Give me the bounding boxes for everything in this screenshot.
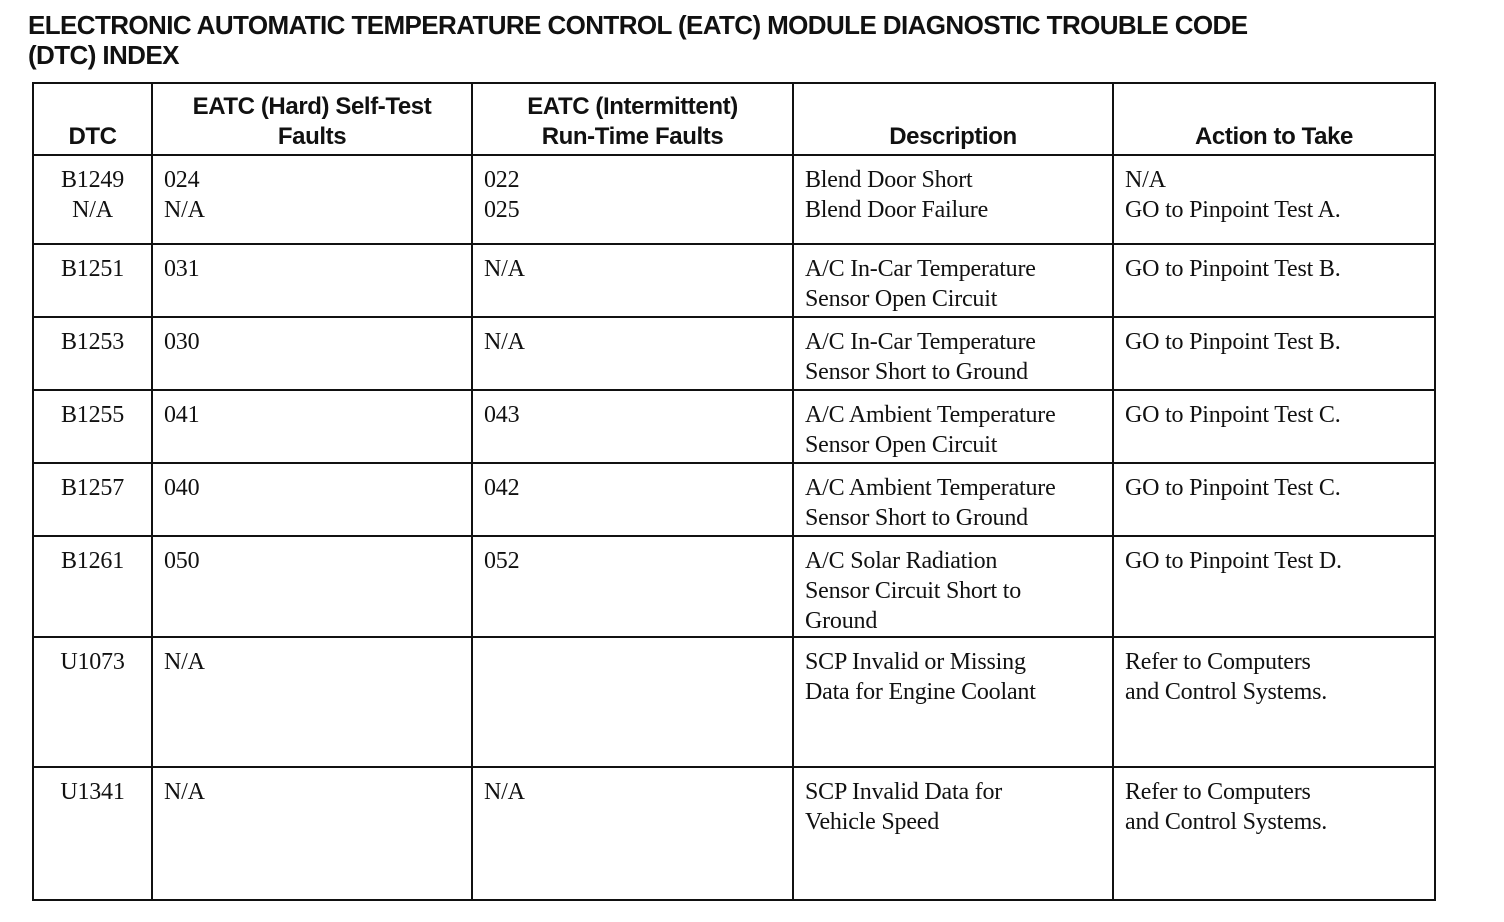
dtc-cell <box>33 463 152 536</box>
description-cell <box>793 155 1113 244</box>
run-time-code: N/A <box>484 329 525 355</box>
description-text: Sensor Circuit Short to <box>805 578 1022 604</box>
dtc-cell <box>33 317 152 390</box>
dtc-code: B1251 <box>60 256 124 282</box>
dtc-cell <box>33 536 152 637</box>
table-row <box>33 536 1435 637</box>
table-row <box>33 244 1435 317</box>
description-cell <box>793 767 1113 900</box>
header-description <box>793 83 1113 155</box>
action-text: GO to Pinpoint Test A. <box>1125 197 1341 223</box>
description-text: Vehicle Speed <box>805 809 940 835</box>
action-cell <box>1113 244 1435 317</box>
run-time-cell <box>472 463 793 536</box>
action-cell <box>1113 317 1435 390</box>
action-text: GO to Pinpoint Test B. <box>1125 329 1341 355</box>
description-cell <box>793 244 1113 317</box>
action-text: GO to Pinpoint Test C. <box>1125 475 1341 501</box>
description-cell <box>793 637 1113 767</box>
dtc-code: B1261 <box>60 548 124 574</box>
header-run-time-faults <box>472 83 793 155</box>
table-row <box>33 317 1435 390</box>
dtc-cell <box>33 390 152 463</box>
description-text: Sensor Short to Ground <box>805 359 1028 385</box>
header-run-time-line-1: EATC (Intermittent) <box>527 93 738 120</box>
description-text: Sensor Short to Ground <box>805 505 1028 531</box>
header-action-label: Action to Take <box>1195 123 1353 150</box>
self-test-code: 030 <box>164 329 200 355</box>
header-self-test-line-1: EATC (Hard) Self-Test <box>192 93 432 120</box>
description-text: SCP Invalid or Missing <box>805 649 1026 675</box>
table-row <box>33 390 1435 463</box>
description-text: A/C In-Car Temperature <box>805 329 1036 355</box>
title-line-2: (DTC) INDEX <box>28 40 179 70</box>
run-time-cell <box>472 536 793 637</box>
action-text: GO to Pinpoint Test B. <box>1125 256 1341 282</box>
description-text: A/C Ambient Temperature <box>805 475 1056 501</box>
self-test-cell <box>152 155 472 244</box>
description-text: A/C Ambient Temperature <box>805 402 1056 428</box>
action-cell <box>1113 536 1435 637</box>
action-text: and Control Systems. <box>1125 679 1328 705</box>
self-test-code: N/A <box>164 197 205 223</box>
header-dtc <box>33 83 152 155</box>
run-time-code: 042 <box>484 475 520 501</box>
self-test-code: N/A <box>164 649 205 675</box>
run-time-cell <box>472 317 793 390</box>
run-time-cell <box>472 244 793 317</box>
action-text: and Control Systems. <box>1125 809 1328 835</box>
description-cell <box>793 317 1113 390</box>
dtc-code: U1341 <box>60 779 125 805</box>
self-test-cell <box>152 244 472 317</box>
dtc-code: B1253 <box>60 329 124 355</box>
title-line-1: ELECTRONIC AUTOMATIC TEMPERATURE CONTROL (EATC) MODULE DIAGNOSTIC TROUBLE CODE <box>28 10 1248 40</box>
run-time-code: 052 <box>484 548 520 574</box>
header-self-test-line-2: Faults <box>277 123 347 150</box>
description-text: Ground <box>805 608 878 634</box>
run-time-code: 025 <box>484 197 520 223</box>
run-time-cell <box>472 155 793 244</box>
header-self-test-faults <box>152 83 472 155</box>
action-text: Refer to Computers <box>1125 779 1311 805</box>
run-time-code: 022 <box>484 167 520 193</box>
action-text: GO to Pinpoint Test C. <box>1125 402 1341 428</box>
action-cell <box>1113 155 1435 244</box>
dtc-code: N/A <box>72 197 113 223</box>
self-test-cell <box>152 463 472 536</box>
dtc-cell <box>33 767 152 900</box>
dtc-cell <box>33 637 152 767</box>
table-row <box>33 767 1435 900</box>
page-title <box>28 10 1468 70</box>
description-text: SCP Invalid Data for <box>805 779 1003 805</box>
description-text: A/C In-Car Temperature <box>805 256 1036 282</box>
self-test-code: 041 <box>164 402 200 428</box>
self-test-code: 024 <box>164 167 200 193</box>
run-time-cell <box>472 767 793 900</box>
description-text: Blend Door Failure <box>805 197 989 223</box>
self-test-code: N/A <box>164 779 205 805</box>
self-test-cell <box>152 536 472 637</box>
run-time-cell <box>472 390 793 463</box>
table-row <box>33 637 1435 767</box>
action-cell <box>1113 390 1435 463</box>
description-cell <box>793 390 1113 463</box>
self-test-code: 040 <box>164 475 200 501</box>
description-text: Data for Engine Coolant <box>805 679 1036 705</box>
header-action <box>1113 83 1435 155</box>
header-dtc-label: DTC <box>68 123 117 150</box>
self-test-code: 050 <box>164 548 200 574</box>
action-text: N/A <box>1125 167 1166 193</box>
description-text: Sensor Open Circuit <box>805 286 998 312</box>
self-test-cell <box>152 390 472 463</box>
action-text: Refer to Computers <box>1125 649 1311 675</box>
table-row <box>33 463 1435 536</box>
table-row <box>33 155 1435 244</box>
action-cell <box>1113 767 1435 900</box>
table-header-row <box>33 83 1435 155</box>
dtc-code: B1249 <box>60 167 124 193</box>
self-test-code: 031 <box>164 256 200 282</box>
description-text: A/C Solar Radiation <box>805 548 998 574</box>
run-time-code: 043 <box>484 402 520 428</box>
dtc-cell <box>33 155 152 244</box>
header-run-time-line-2: Run-Time Faults <box>541 123 724 150</box>
dtc-code: B1255 <box>60 402 124 428</box>
dtc-cell <box>33 244 152 317</box>
self-test-cell <box>152 637 472 767</box>
self-test-cell <box>152 317 472 390</box>
description-cell <box>793 536 1113 637</box>
run-time-code: N/A <box>484 779 525 805</box>
dtc-code: U1073 <box>60 649 125 675</box>
dtc-code: B1257 <box>60 475 124 501</box>
header-description-label: Description <box>889 123 1017 150</box>
action-cell <box>1113 637 1435 767</box>
description-text: Blend Door Short <box>805 167 973 193</box>
description-text: Sensor Open Circuit <box>805 432 998 458</box>
self-test-cell <box>152 767 472 900</box>
action-text: GO to Pinpoint Test D. <box>1125 548 1342 574</box>
run-time-cell <box>472 637 793 767</box>
run-time-code: N/A <box>484 256 525 282</box>
dtc-index-table <box>32 82 1436 901</box>
action-cell <box>1113 463 1435 536</box>
description-cell <box>793 463 1113 536</box>
